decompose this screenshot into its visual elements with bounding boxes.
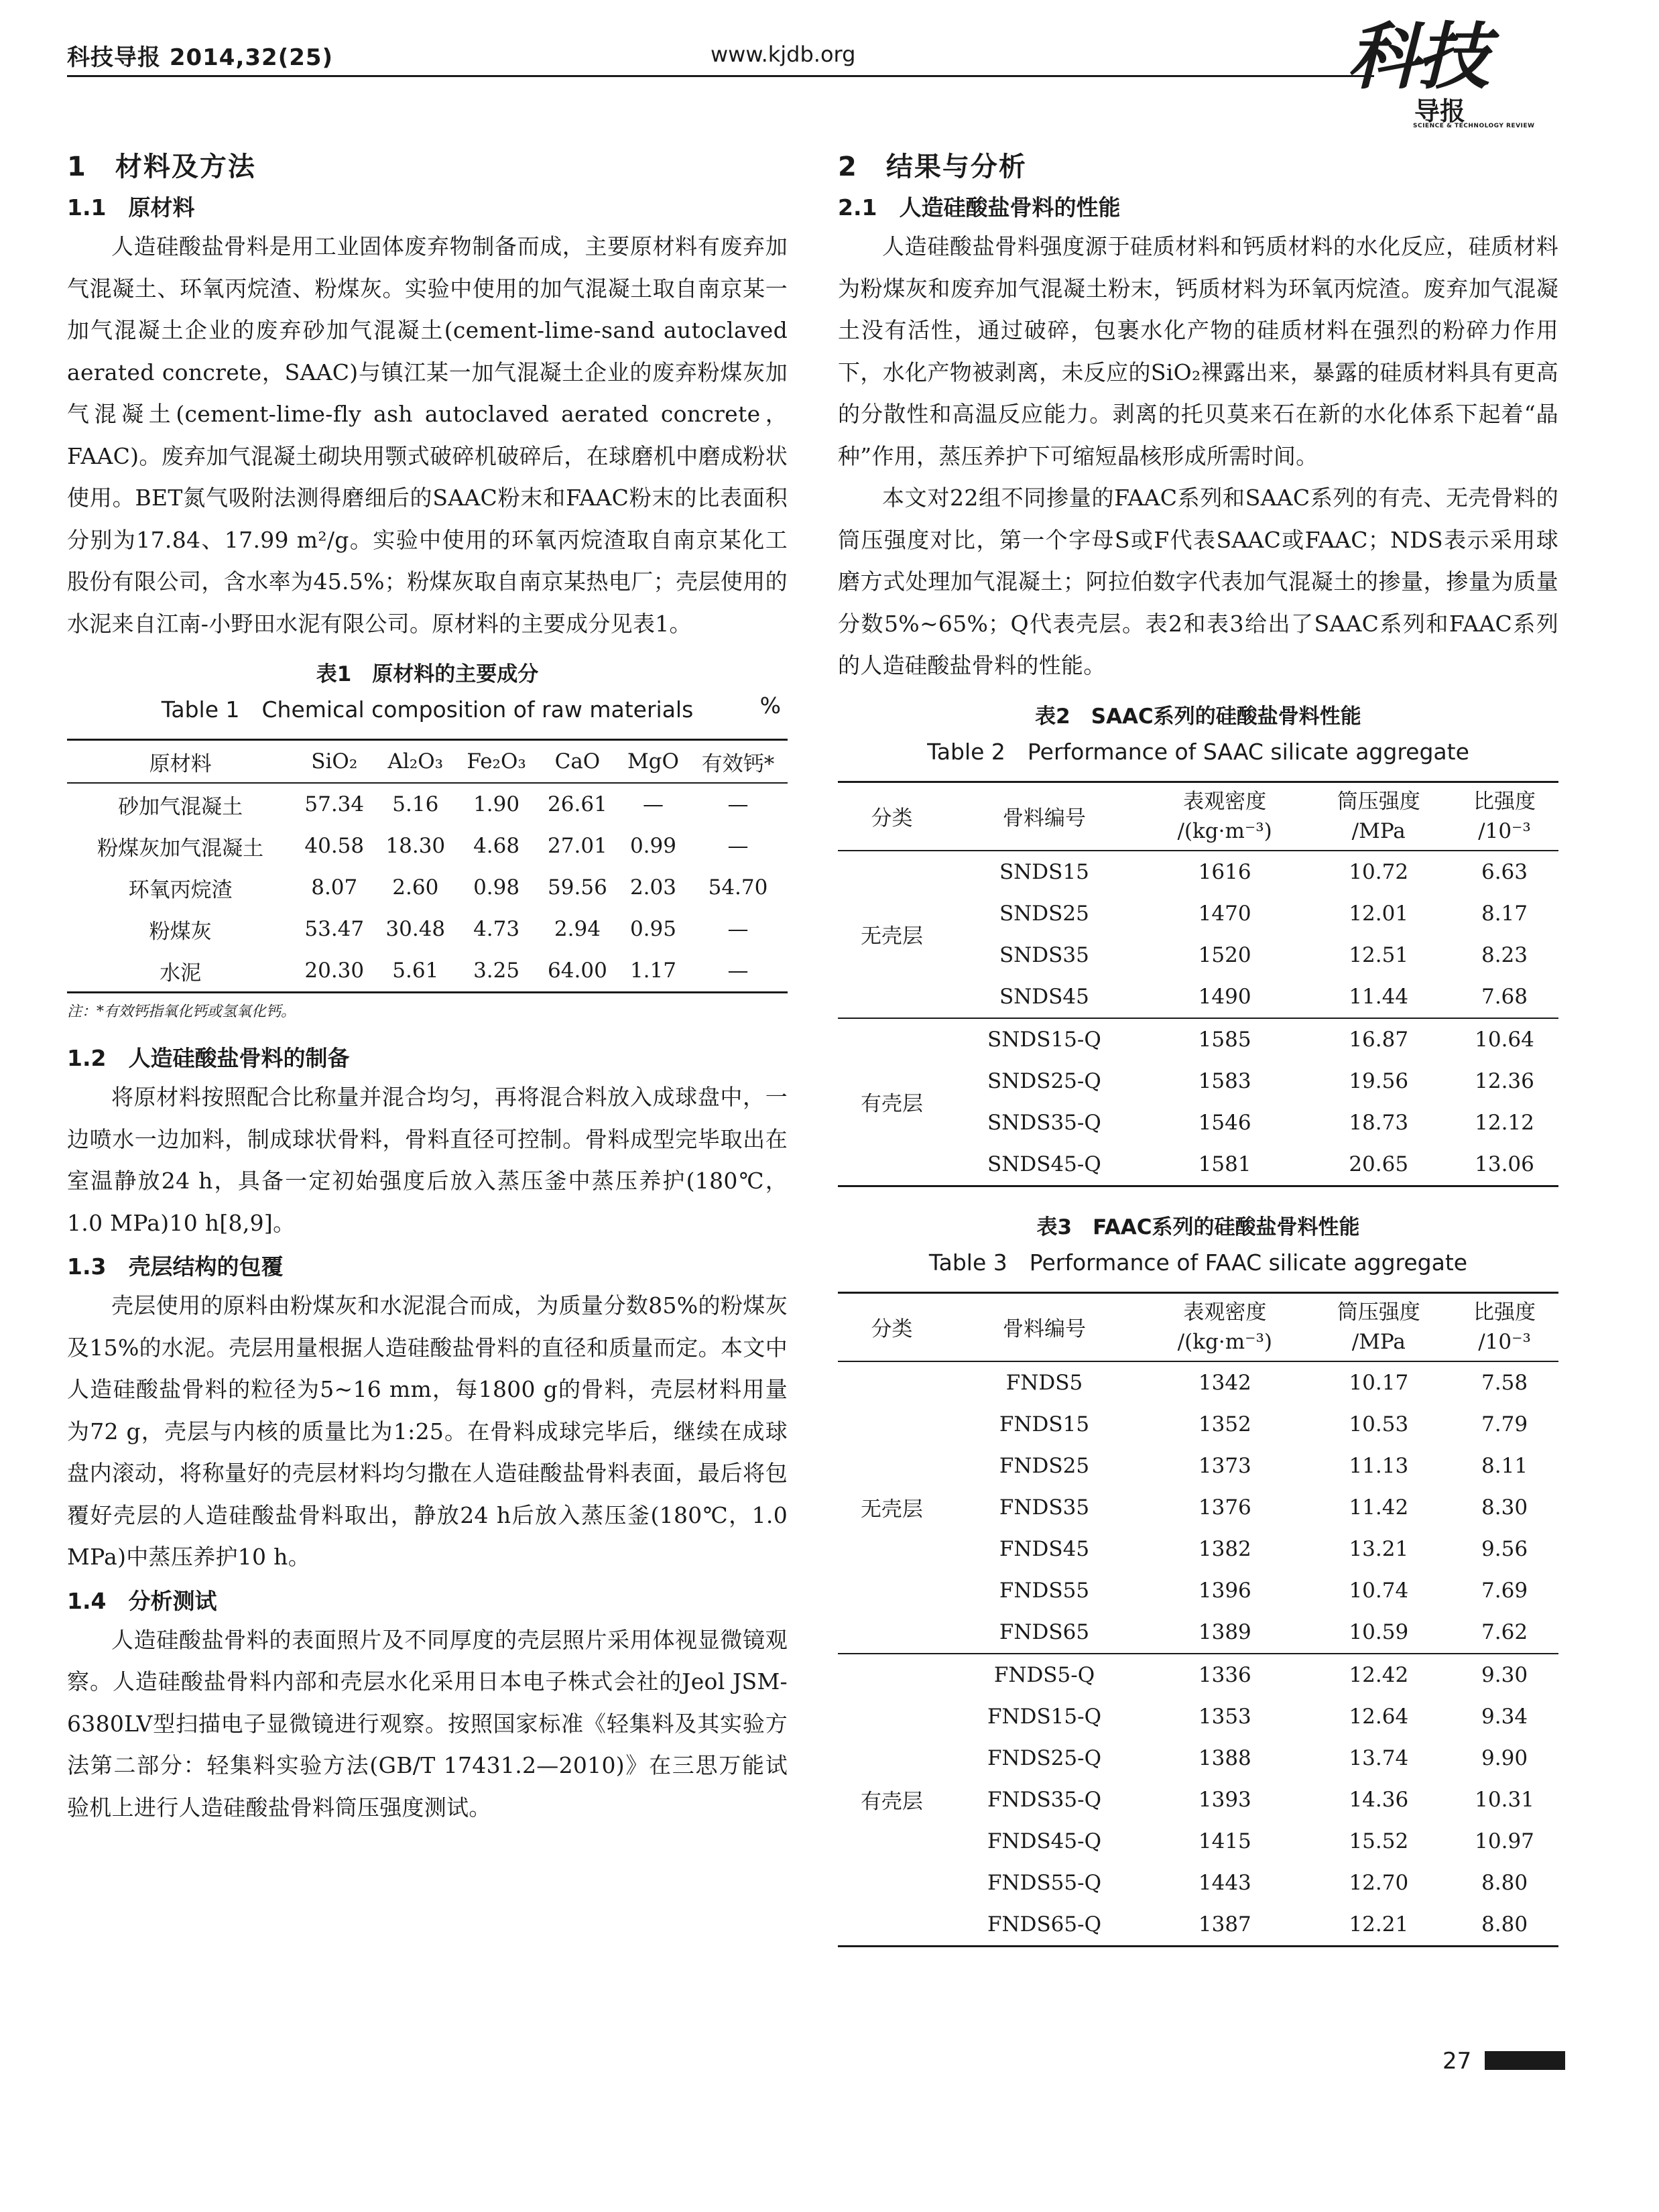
table-cell: 20.65 <box>1349 1152 1409 1176</box>
table-cell: 10.17 <box>1349 1370 1409 1395</box>
table-3-body <box>838 1361 1558 1947</box>
table-row <box>838 1445 1558 1487</box>
table-cell: 1353 <box>1198 1704 1251 1729</box>
section-1-4-title: 1.4 分析测试 <box>67 1587 217 1614</box>
table-cell: 3.25 <box>473 959 520 983</box>
table-row <box>67 950 788 993</box>
table-2-group-label: 有壳层 <box>838 1018 946 1186</box>
table-row <box>838 1821 1558 1862</box>
table-3-header-cell: 骨料编号 <box>1002 1317 1086 1341</box>
table-3-header-line: 表观密度 <box>1183 1300 1267 1325</box>
table-cell: 1389 <box>1198 1619 1251 1644</box>
table-cell: 12.64 <box>1349 1704 1409 1729</box>
table-cell: 5.61 <box>392 959 439 983</box>
table-3-header-unit: /10⁻³ <box>1478 1329 1531 1354</box>
table-row <box>838 1696 1558 1737</box>
table-1-caption-en-wrap <box>67 692 788 724</box>
table-1 <box>67 739 788 993</box>
table-3-header-row <box>838 1292 1558 1361</box>
table-2-header-cell: 骨料编号 <box>1002 806 1086 831</box>
section-1-4-body: 人造硅酸盐骨料的表面照片及不同厚度的壳层照片采用体视显微镜观察。人造硅酸盐骨料内部和壳层水化采用日本电子株式会社的Jeol JSM-6380LV型扫描电子显微镜进行观察。按照国家标准《轻集料及其实验方法第二部分：轻集料实验方法(GB/T 17431.2—2010)》在三思万能试验机上进行人造硅酸盐骨料筒压强度测试。 <box>67 1626 788 1821</box>
table-cell: 10.72 <box>1349 859 1409 884</box>
table-cell: FNDS5-Q <box>946 1654 1143 1696</box>
table-cell: 8.17 <box>1481 901 1528 926</box>
table-cell: 2.03 <box>629 875 676 900</box>
table-cell: 10.64 <box>1451 1018 1558 1060</box>
table-3-header-unit: /(kg·m⁻³) <box>1177 1329 1272 1354</box>
table-cell: 10.74 <box>1349 1578 1409 1603</box>
table-cell: 5.16 <box>392 792 439 816</box>
table-3-header-cell <box>1451 1292 1558 1361</box>
table-cell: 1585 <box>1143 1018 1307 1060</box>
table-cell: 10.53 <box>1349 1412 1409 1436</box>
section-1-3-body: 壳层使用的原料由粉煤灰和水泥混合而成，为质量分数85%的粉煤灰及15%的水泥。壳层用量根据人造硅酸盐骨料的直径和质量而定。本文中人造硅酸盐骨料的粒径为5~16 mm，每1800 g的骨料，壳层材料用量为72 g，壳层与内核的质量比为1:25。在骨料成球完毕后，继续在成球盘内滚动，将称量好的壳层材料均匀撒在人造硅酸盐骨料表面，最后将包覆好壳层的人造硅酸盐骨料取出，静放24 h后放入蒸压釜(180℃，1.0 MPa)中蒸压养护10 h。 <box>67 1292 788 1570</box>
table-row <box>838 1487 1558 1528</box>
table-cell: 27.01 <box>548 834 607 858</box>
table-1-header-cell: CaO <box>554 749 601 774</box>
table-cell: — <box>727 959 749 983</box>
table-row <box>67 825 788 867</box>
table-cell: 1415 <box>1198 1829 1251 1853</box>
table-cell: 10.31 <box>1475 1787 1534 1812</box>
table-cell: — <box>727 792 749 816</box>
table-cell: 7.68 <box>1481 984 1528 1009</box>
table-cell: 1382 <box>1198 1536 1251 1561</box>
table-cell: 1376 <box>1198 1495 1251 1520</box>
table-row <box>838 893 1558 934</box>
table-cell: SNDS25-Q <box>987 1068 1101 1093</box>
table-cell: 8.23 <box>1481 942 1528 967</box>
table-3-header-line: 筒压强度 <box>1337 1300 1420 1325</box>
table-2-header-cell <box>1143 782 1307 851</box>
table-cell: 18.30 <box>385 834 446 858</box>
table-cell: 1373 <box>1198 1453 1251 1478</box>
table-cell: 12.70 <box>1349 1870 1409 1895</box>
table-3-header-cell: 分类 <box>871 1317 913 1341</box>
table-row <box>838 1862 1558 1904</box>
table-cell: 16.87 <box>1306 1018 1451 1060</box>
table-1-header-row <box>67 740 788 784</box>
table-cell: 20.30 <box>304 959 365 983</box>
table-cell: FNDS15 <box>999 1412 1090 1436</box>
table-cell: 1.17 <box>629 959 676 983</box>
table-1-unit: % <box>759 692 781 719</box>
table-cell: 12.01 <box>1349 901 1409 926</box>
table-row <box>838 1102 1558 1144</box>
table-cell: 4.73 <box>473 917 520 941</box>
table-3-header <box>838 1292 1558 1361</box>
table-cell: 0.99 <box>629 834 676 858</box>
table-cell: 13.21 <box>1349 1536 1409 1561</box>
table-1-header-cell: Fe₂O₃ <box>467 749 526 774</box>
table-cell: 1336 <box>1143 1654 1306 1696</box>
table-cell: 1388 <box>1198 1745 1251 1770</box>
table-3 <box>838 1292 1558 1947</box>
table-1-note: 注：*有效钙指氧化钙或氢氧化钙。 <box>67 1003 296 1020</box>
table-cell: FNDS55 <box>999 1578 1090 1603</box>
table-cell: 2.94 <box>554 917 601 941</box>
table-cell: 8.07 <box>311 875 358 900</box>
journal-citation: 科技导报 2014,32(25) <box>67 44 334 71</box>
table-3-header-unit: /MPa <box>1351 1329 1406 1354</box>
table-3-caption-cn: 表3 FAAC系列的硅酸盐骨料性能 <box>1036 1215 1360 1239</box>
table-2-header-cell <box>1451 782 1558 851</box>
table-cell: 7.79 <box>1481 1412 1528 1436</box>
logo-sub-text: 导报 <box>1414 97 1466 126</box>
table-cell: 12.51 <box>1349 942 1409 967</box>
table-cell: 8.30 <box>1481 1495 1528 1520</box>
table-cell: 7.62 <box>1481 1619 1528 1644</box>
table-cell: 1387 <box>1198 1912 1251 1937</box>
table-cell: 环氧丙烷渣 <box>128 877 233 902</box>
section-2-title: 2 结果与分析 <box>838 151 1027 182</box>
table-cell: 64.00 <box>548 959 607 983</box>
table-cell: SNDS15-Q <box>946 1018 1143 1060</box>
table-1-header-cell: SiO₂ <box>311 749 358 774</box>
table-cell: 1581 <box>1198 1152 1251 1176</box>
table-cell: 1520 <box>1198 942 1251 967</box>
table-3-header-cell <box>1307 1292 1451 1361</box>
table-cell: 11.44 <box>1349 984 1409 1009</box>
table-cell: FNDS65-Q <box>987 1912 1102 1937</box>
table-cell: 6.63 <box>1481 859 1528 884</box>
table-cell: 12.21 <box>1349 1912 1409 1937</box>
section-2-1-title: 2.1 人造硅酸盐骨料的性能 <box>838 194 1121 221</box>
page-number: 27 <box>1442 2048 1472 2075</box>
table-cell: 40.58 <box>304 834 365 858</box>
table-cell: 1490 <box>1198 984 1251 1009</box>
table-cell: 9.56 <box>1481 1536 1528 1561</box>
table-cell: 1352 <box>1198 1412 1251 1436</box>
table-cell: 18.73 <box>1349 1110 1409 1135</box>
table-cell: SNDS35-Q <box>987 1110 1101 1135</box>
table-cell: 1443 <box>1198 1870 1251 1895</box>
table-2-caption-cn: 表2 SAAC系列的硅酸盐骨料性能 <box>1035 704 1361 729</box>
table-row <box>838 1528 1558 1570</box>
table-2-header-line: 表观密度 <box>1183 789 1267 814</box>
table-cell: 10.59 <box>1349 1619 1409 1644</box>
table-1-header-cell: 有效钙* <box>701 751 775 776</box>
logo-english-text: SCIENCE & TECHNOLOGY REVIEW <box>1413 123 1535 129</box>
table-cell: 54.70 <box>708 875 768 900</box>
section-1-2-body: 将原材料按照配合比称量并混合均匀，再将混合料放入成球盘中，一边喷水一边加料，制成球状骨料，骨料直径可控制。骨料成型完毕取出在室温静放24 h，具备一定初始强度后放入蒸压釜中蒸压养护(180℃，1.0 MPa)10 h[8,9]。 <box>67 1084 788 1236</box>
table-row <box>838 1654 1558 1696</box>
table-cell: FNDS25 <box>999 1453 1090 1478</box>
table-cell: 粉煤灰加气混凝土 <box>97 836 264 861</box>
table-row <box>838 1018 1558 1060</box>
table-cell: 1470 <box>1198 901 1251 926</box>
table-cell: FNDS55-Q <box>987 1870 1102 1895</box>
table-cell: SNDS35 <box>999 942 1089 967</box>
table-cell: 4.68 <box>473 834 520 858</box>
table-cell: — <box>727 917 749 941</box>
table-row <box>838 1570 1558 1611</box>
table-2 <box>838 781 1558 1187</box>
section-1-1-title: 1.1 原材料 <box>67 194 195 221</box>
table-cell: — <box>642 792 664 816</box>
journal-logo <box>1347 17 1569 131</box>
table-cell: 1546 <box>1198 1110 1251 1135</box>
table-cell: 13.06 <box>1475 1152 1534 1176</box>
table-2-header-line: 比强度 <box>1473 789 1536 814</box>
table-2-header-unit: /MPa <box>1351 818 1406 843</box>
table-1-header-cell: Al₂O₃ <box>387 749 444 774</box>
table-cell: 15.52 <box>1349 1829 1409 1853</box>
table-1-caption-en: Table 1 Chemical composition of raw materials <box>161 696 694 723</box>
table-cell: SNDS25 <box>999 901 1089 926</box>
table-cell: 粉煤灰 <box>149 919 212 944</box>
table-cell: 12.36 <box>1475 1068 1534 1093</box>
table-cell: 11.42 <box>1349 1495 1409 1520</box>
table-row <box>67 783 788 825</box>
table-cell: 1396 <box>1198 1578 1251 1603</box>
table-cell: 19.56 <box>1349 1068 1409 1093</box>
table-2-body <box>838 851 1558 1186</box>
table-3-caption-en: Table 3 Performance of FAAC silicate aggregate <box>928 1249 1468 1276</box>
table-cell: 12.42 <box>1307 1654 1451 1696</box>
table-cell: FNDS45-Q <box>987 1829 1102 1853</box>
table-cell: SNDS15 <box>999 859 1089 884</box>
table-cell: SNDS45 <box>999 984 1089 1009</box>
section-1-1-body: 人造硅酸盐骨料是用工业固体废弃物制备而成，主要原材料有废弃加气混凝土、环氧丙烷渣、粉煤灰。实验中使用的加气混凝土取自南京某一加气混凝土企业的废弃砂加气混凝土(cement-lime-sand autoclaved aerated concrete，SAAC)与镇江某一加气混凝土企业的废弃粉煤灰加气混凝土(cement-lime-fly ash autoclaved aerated concrete，FAAC)。废弃加气混凝土砌块用颚式破碎机破碎后，在球磨机中磨成粉状使用。BET氮气吸附法测得磨细后的SAAC粉末和FAAC粉末的比表面积分别为17.84、17.99 m²/g。实验中使用的环氧丙烷渣取自南京某化工股份有限公司，含水率为45.5%；粉煤灰取自南京某热电厂；壳层使用的水泥来自江南-小野田水泥有限公司。原材料的主要成分见表1。 <box>67 233 788 637</box>
table-3-group-label: 有壳层 <box>838 1654 946 1947</box>
table-2-header-cell: 分类 <box>871 806 913 831</box>
table-cell: 59.56 <box>548 875 607 900</box>
table-cell: 53.47 <box>304 917 365 941</box>
table-3-header-line: 比强度 <box>1473 1300 1536 1325</box>
table-row <box>838 1060 1558 1102</box>
table-row <box>67 867 788 908</box>
table-cell: 9.34 <box>1481 1704 1528 1729</box>
table-cell: 7.69 <box>1481 1578 1528 1603</box>
table-1-header-cell: MgO <box>627 749 679 774</box>
table-1-header-cell: 原材料 <box>149 751 212 776</box>
table-cell: 1393 <box>1198 1787 1251 1812</box>
table-cell: 7.58 <box>1481 1370 1528 1395</box>
table-2-group-label: 无壳层 <box>860 924 923 948</box>
table-cell: FNDS5 <box>1005 1370 1083 1395</box>
table-cell: FNDS35 <box>999 1495 1090 1520</box>
table-cell: 2.60 <box>392 875 439 900</box>
table-row <box>838 1737 1558 1779</box>
table-row <box>838 1611 1558 1654</box>
section-2-1-body-2: 本文对22组不同掺量的FAAC系列和SAAC系列的有壳、无壳骨料的筒压强度对比，第一个字母S或F代表SAAC或FAAC；NDS表示采用球磨方式处理加气混凝土；阿拉伯数字代表加气混凝土的掺量，掺量为质量分数5%~65%；Q代表壳层。表2和表3给出了SAAC系列和FAAC系列的人造硅酸盐骨料的性能。 <box>838 485 1558 678</box>
right-column <box>838 137 1558 1947</box>
table-row <box>838 851 1558 893</box>
header-rule <box>67 75 1374 77</box>
table-cell: 0.95 <box>629 917 676 941</box>
table-cell: — <box>727 834 749 858</box>
table-2-header <box>838 782 1558 851</box>
table-cell: 11.13 <box>1349 1453 1409 1478</box>
section-1-2-title: 1.2 人造硅酸盐骨料的制备 <box>67 1045 350 1071</box>
table-2-header-unit: /10⁻³ <box>1478 818 1531 843</box>
table-cell: 13.74 <box>1349 1745 1409 1770</box>
journal-url: www.kjdb.org <box>711 42 856 67</box>
table-2-header-unit: /(kg·m⁻³) <box>1177 818 1272 843</box>
table-cell: FNDS65 <box>999 1619 1090 1644</box>
table-cell: FNDS45 <box>999 1536 1090 1561</box>
table-2-header-line: 筒压强度 <box>1337 789 1420 814</box>
table-cell: 9.90 <box>1481 1745 1528 1770</box>
table-cell: 10.97 <box>1475 1829 1534 1853</box>
section-1-3-title: 1.3 壳层结构的包覆 <box>67 1253 284 1280</box>
table-3-header-cell <box>1143 1292 1306 1361</box>
table-cell: 砂加气混凝土 <box>118 794 243 819</box>
table-row <box>838 1144 1558 1186</box>
table-row <box>838 1779 1558 1821</box>
table-row <box>838 1904 1558 1947</box>
table-cell: 8.80 <box>1481 1870 1528 1895</box>
page-number-bar <box>1485 2051 1565 2070</box>
table-cell: SNDS45-Q <box>987 1152 1101 1176</box>
table-cell: 1342 <box>1198 1370 1251 1395</box>
table-cell: 0.98 <box>473 875 520 900</box>
table-cell: 8.11 <box>1481 1453 1528 1478</box>
logo-main-text: 科技 <box>1347 15 1487 99</box>
table-cell: 14.36 <box>1349 1787 1409 1812</box>
table-cell: 1.90 <box>473 792 520 816</box>
table-1-body <box>67 783 788 993</box>
table-row <box>838 976 1558 1018</box>
table-1-caption-cn: 表1 原材料的主要成分 <box>316 662 539 686</box>
table-cell: 12.12 <box>1475 1110 1534 1135</box>
table-cell: 1616 <box>1198 859 1251 884</box>
table-row <box>838 934 1558 976</box>
table-2-header-row <box>838 782 1558 851</box>
section-1-title: 1 材料及方法 <box>67 151 256 182</box>
section-2-1-body-1: 人造硅酸盐骨料强度源于硅质材料和钙质材料的水化反应，硅质材料为粉煤灰和废弃加气混凝土粉末，钙质材料为环氧丙烷渣。废弃加气混凝土没有活性，通过破碎，包裹水化产物的硅质材料在强烈的粉碎力作用下，水化产物被剥离，未反应的SiO₂裸露出来，暴露的硅质材料具有更高的分散性和高温反应能力。剥离的托贝莫来石在新的水化体系下起着“晶种”作用，蒸压养护下可缩短晶核形成所需时间。 <box>838 233 1558 469</box>
table-row <box>67 908 788 950</box>
table-3-group-label: 无壳层 <box>860 1497 923 1522</box>
table-cell: FNDS25-Q <box>987 1745 1102 1770</box>
table-cell: 9.30 <box>1451 1654 1558 1696</box>
table-2-caption-en: Table 2 Performance of SAAC silicate aggregate <box>927 738 1469 765</box>
table-cell: 30.48 <box>385 917 446 941</box>
table-row <box>838 1404 1558 1445</box>
table-cell: FNDS15-Q <box>987 1704 1102 1729</box>
table-row <box>838 1361 1558 1404</box>
table-cell: 1583 <box>1198 1068 1251 1093</box>
table-cell: 8.80 <box>1481 1912 1528 1937</box>
table-cell: FNDS35-Q <box>987 1787 1102 1812</box>
table-cell: 57.34 <box>304 792 365 816</box>
table-cell: 26.61 <box>548 792 607 816</box>
left-column <box>67 137 788 1829</box>
table-2-header-cell <box>1306 782 1451 851</box>
table-cell: 水泥 <box>160 961 202 985</box>
